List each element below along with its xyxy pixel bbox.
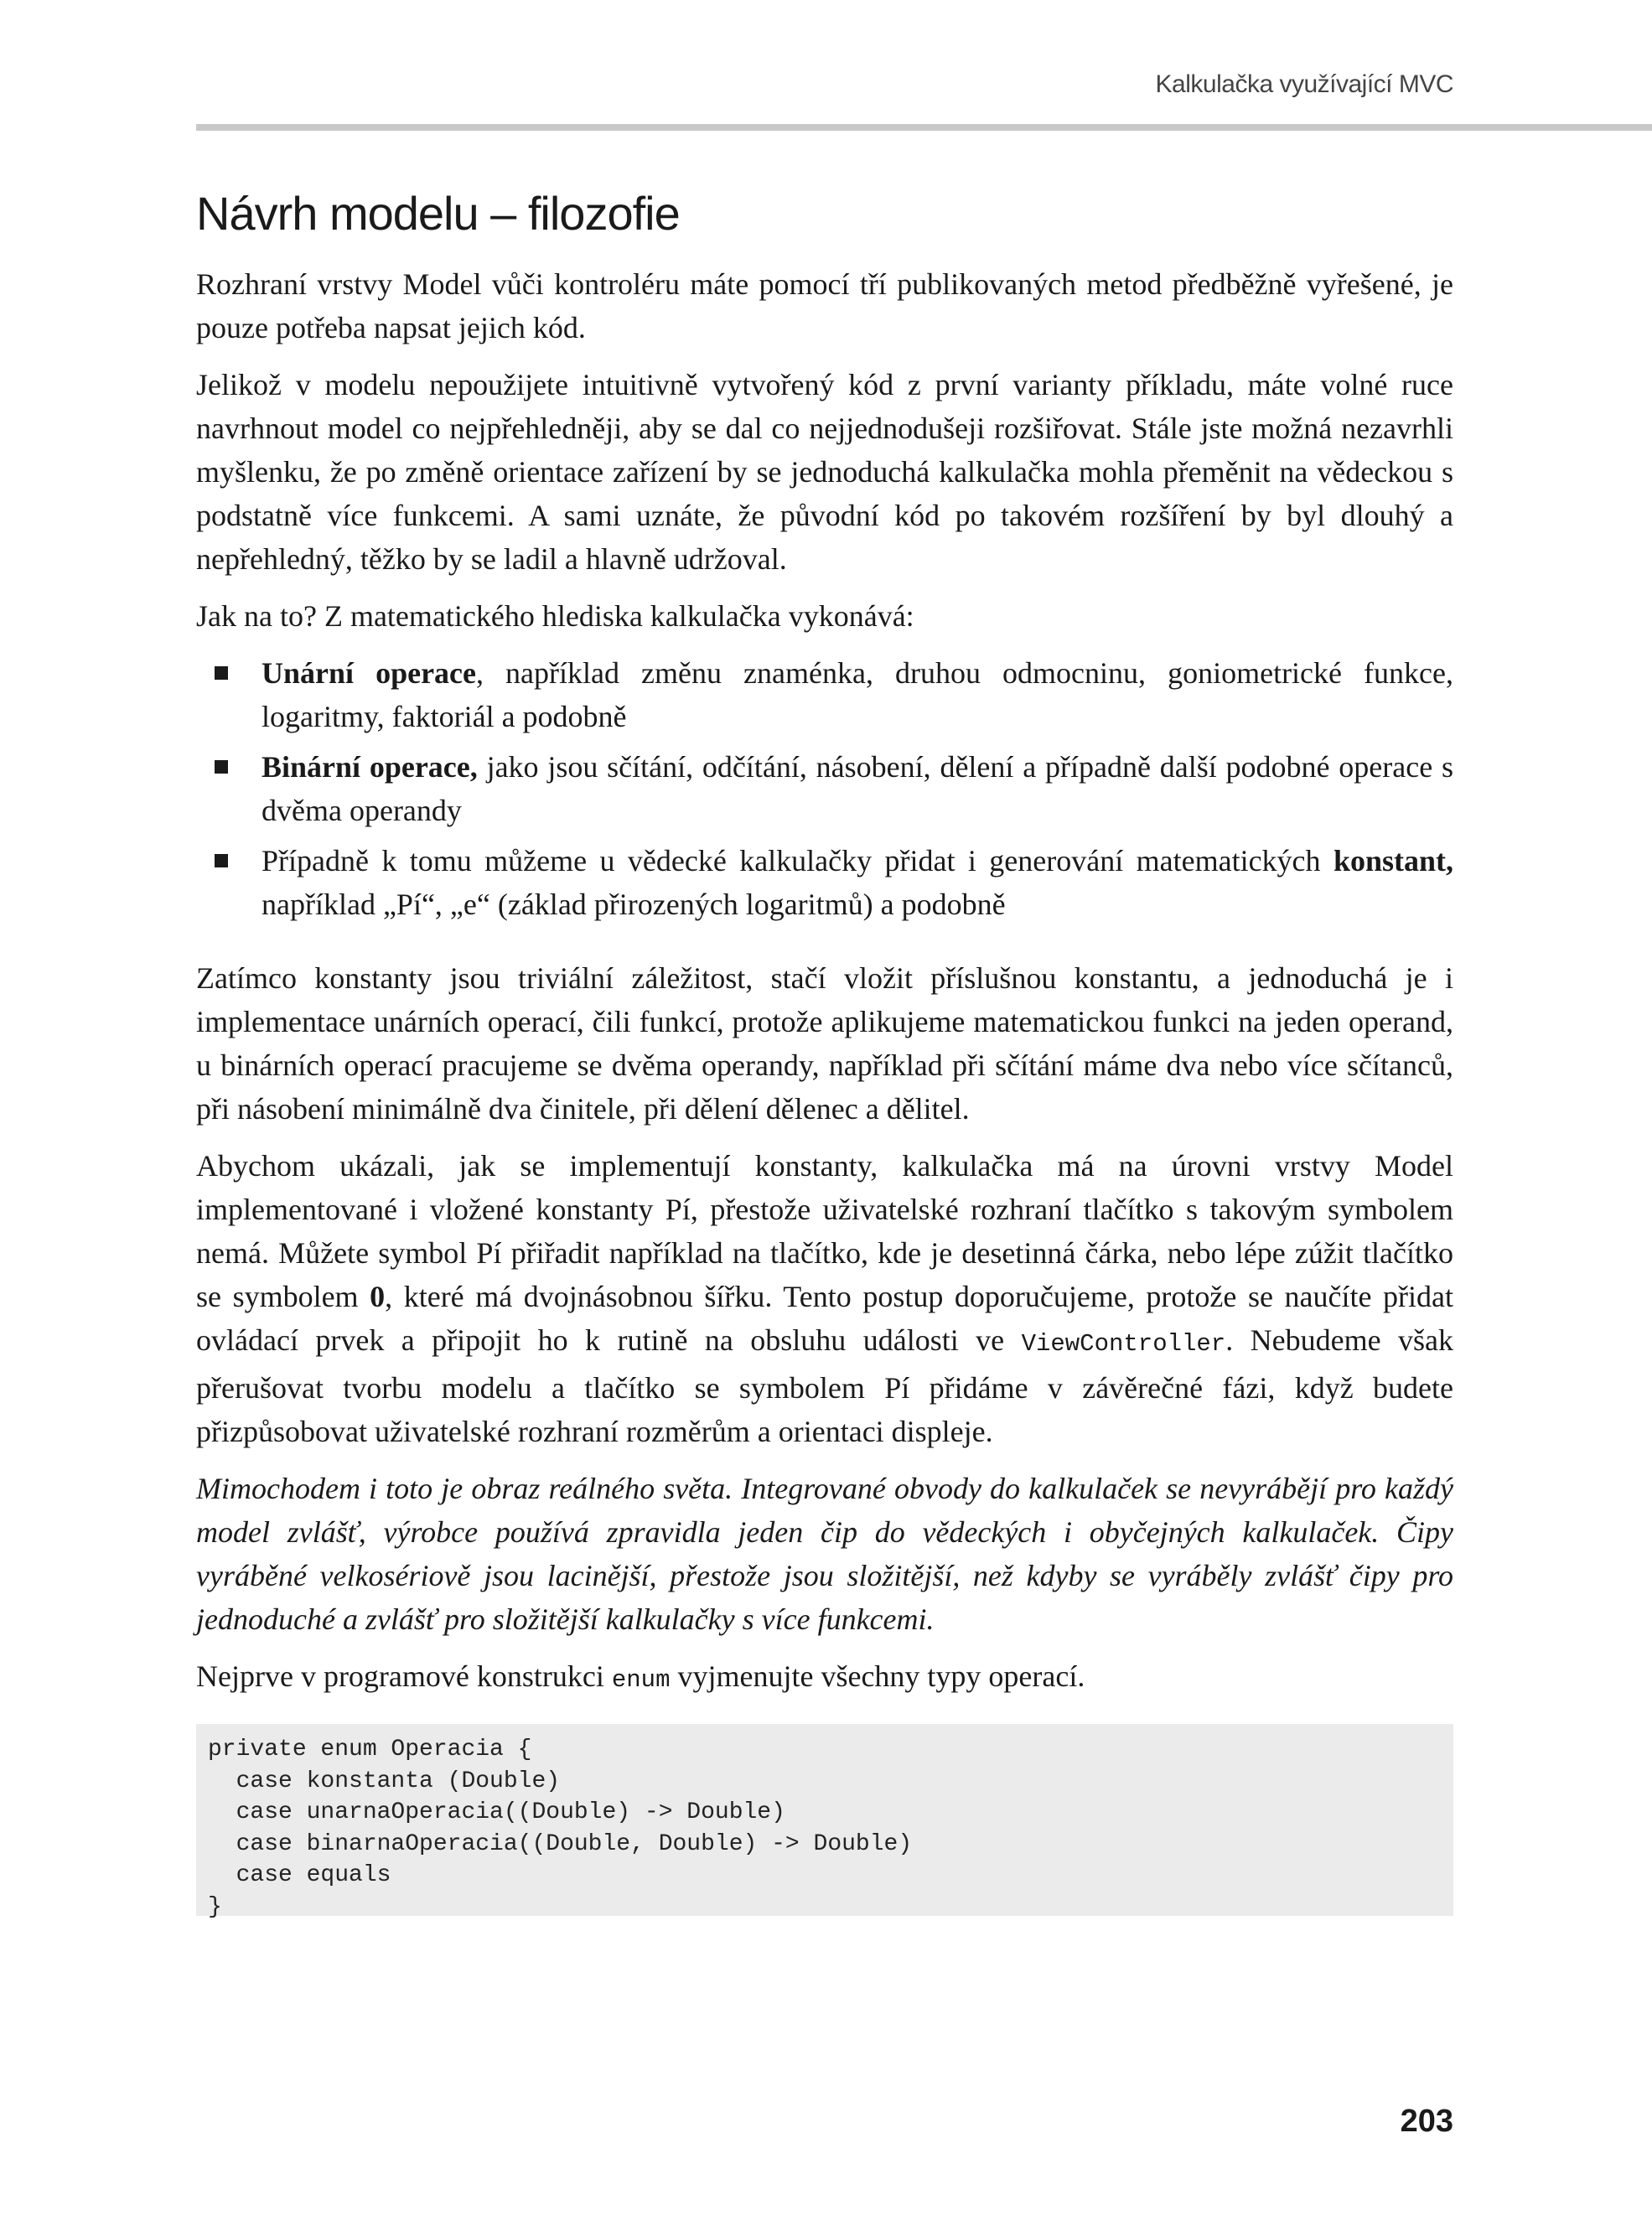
- page-number: 203: [1400, 2104, 1453, 2139]
- bullet-text-tail: například „Pí“, „e“ (základ přirozených logaritmů) a podobně: [262, 888, 1006, 921]
- bullet-square-icon: [215, 854, 228, 867]
- paragraph: [196, 1654, 1453, 1702]
- text: , které má dvojnásobnou šířku. Tento postup doporučujeme, protože se naučíte přidat ovládací prvek a připojit ho k rutině na obsluhu události ve: [196, 1280, 1453, 1357]
- paragraph: Rozhraní vrstvy Model vůči kontroléru máte pomocí tří publikovaných metod předběžně vyřešené, je pouze potřeba napsat jejich kód.: [196, 267, 1453, 344]
- bullet-text: , například změnu znaménka, druhou odmocninu, goniometrické funkce, logaritmy, faktoriál a podobně: [262, 656, 1454, 733]
- italic-note: Mimochodem i toto je obraz reálného světa. Integrované obvody do kalkulaček se nevyrábějí pro každý model zvlášť, výrobce používá zpravidla jeden čip do vědeckých i obyčejných kalkulaček. Čipy vyráběné velkosériově jsou lacinější, přestože jsou složitější, než kdyby se vyráběly zvlášť čipy pro jednoduché a zvlášť pro složitější kalkulačky s více funkcemi.: [196, 1472, 1453, 1636]
- bullet-square-icon: [215, 666, 228, 680]
- inline-code: ViewController: [1021, 1330, 1226, 1358]
- bullet-term: Unární operace: [262, 656, 477, 690]
- paragraph: Jak na to? Z matematického hlediska kalkulačka vykonává:: [196, 599, 914, 633]
- body-block-1: [196, 262, 1453, 933]
- text: Nejprve v programové konstrukci: [196, 1659, 612, 1693]
- paragraph: Jelikož v modelu nepoužijete intuitivně vytvořený kód z první varianty příkladu, máte volné ruce navrhnout model co nejpřehledněji, aby se dal co nejjednodušeji rozšiřovat. Stále jste možná nezavrhli myšlenku, že po změně orientace zařízení by se jednoduchá kalkulačka mohla přeměnit na vědeckou s podstatně více funkcemi. A sami uznáte, že původní kód po takovém rozšíření by byl dlouhý a nepřehledný, těžko by se ladil a hlavně udržoval.: [196, 368, 1453, 576]
- bullet-term: Binární operace,: [262, 750, 478, 784]
- operations-list: [196, 651, 1453, 926]
- text: vyjmenujte všechny typy operací.: [670, 1659, 1085, 1693]
- header-rule: [196, 124, 1652, 131]
- text: Abychom ukázali, jak se implementují konstanty, kalkulačka má na úrovni vrstvy Model implementované i vložené konstanty Pí, přestože uživatelské rozhraní tlačítko s takovým symbolem nemá. Můžete symbol Pí přiřadit například na tlačítko, kde je desetinná čárka, nebo lépe zúžit tlačítko se symbolem: [196, 1149, 1453, 1313]
- bullet-text: jako jsou sčítání, odčítání, násobení, dělení a případně další podobné operace s dvěma operandy: [262, 750, 1453, 827]
- paragraph: [196, 1144, 1453, 1453]
- paragraph: Zatímco konstanty jsou triviální záležitost, stačí vložit příslušnou konstantu, a jednoduchá je i implementace unárních operací, čili funkcí, protože aplikujeme matematickou funkci na jeden operand, u binárních operací pracujeme se dvěma operandy, například při sčítání máme dva nebo více sčítanců, při násobení minimálně dva činitele, při dělení dělenec a dělitel.: [196, 961, 1453, 1126]
- bold-symbol: 0: [370, 1280, 386, 1313]
- list-item: [196, 839, 1453, 926]
- bullet-text: Případně k tomu můžeme u vědecké kalkulačky přidat i generování matematických: [262, 844, 1334, 877]
- code-block: private enum Operacia { case konstanta (Double) case unarnaOperacia((Double) -> Double) case binarnaOperacia((Double, Double) -> Double) case equals }: [196, 1724, 1453, 1916]
- running-header: Kalkulačka využívající MVC: [1155, 70, 1453, 98]
- body-block-2: [196, 956, 1453, 1702]
- list-item: [196, 745, 1453, 832]
- section-title: Návrh modelu – filozofie: [196, 187, 680, 240]
- inline-code: enum: [611, 1666, 671, 1694]
- text: . Nebudeme však přerušovat tvorbu modelu a tlačítko se symbolem Pí přidáme v závěrečné fázi, když budete přizpůsobovat uživatelské rozhraní rozměrům a orientaci displeje.: [196, 1323, 1453, 1448]
- list-item: [196, 651, 1453, 738]
- bullet-term: konstant,: [1333, 844, 1453, 877]
- bullet-square-icon: [215, 760, 228, 774]
